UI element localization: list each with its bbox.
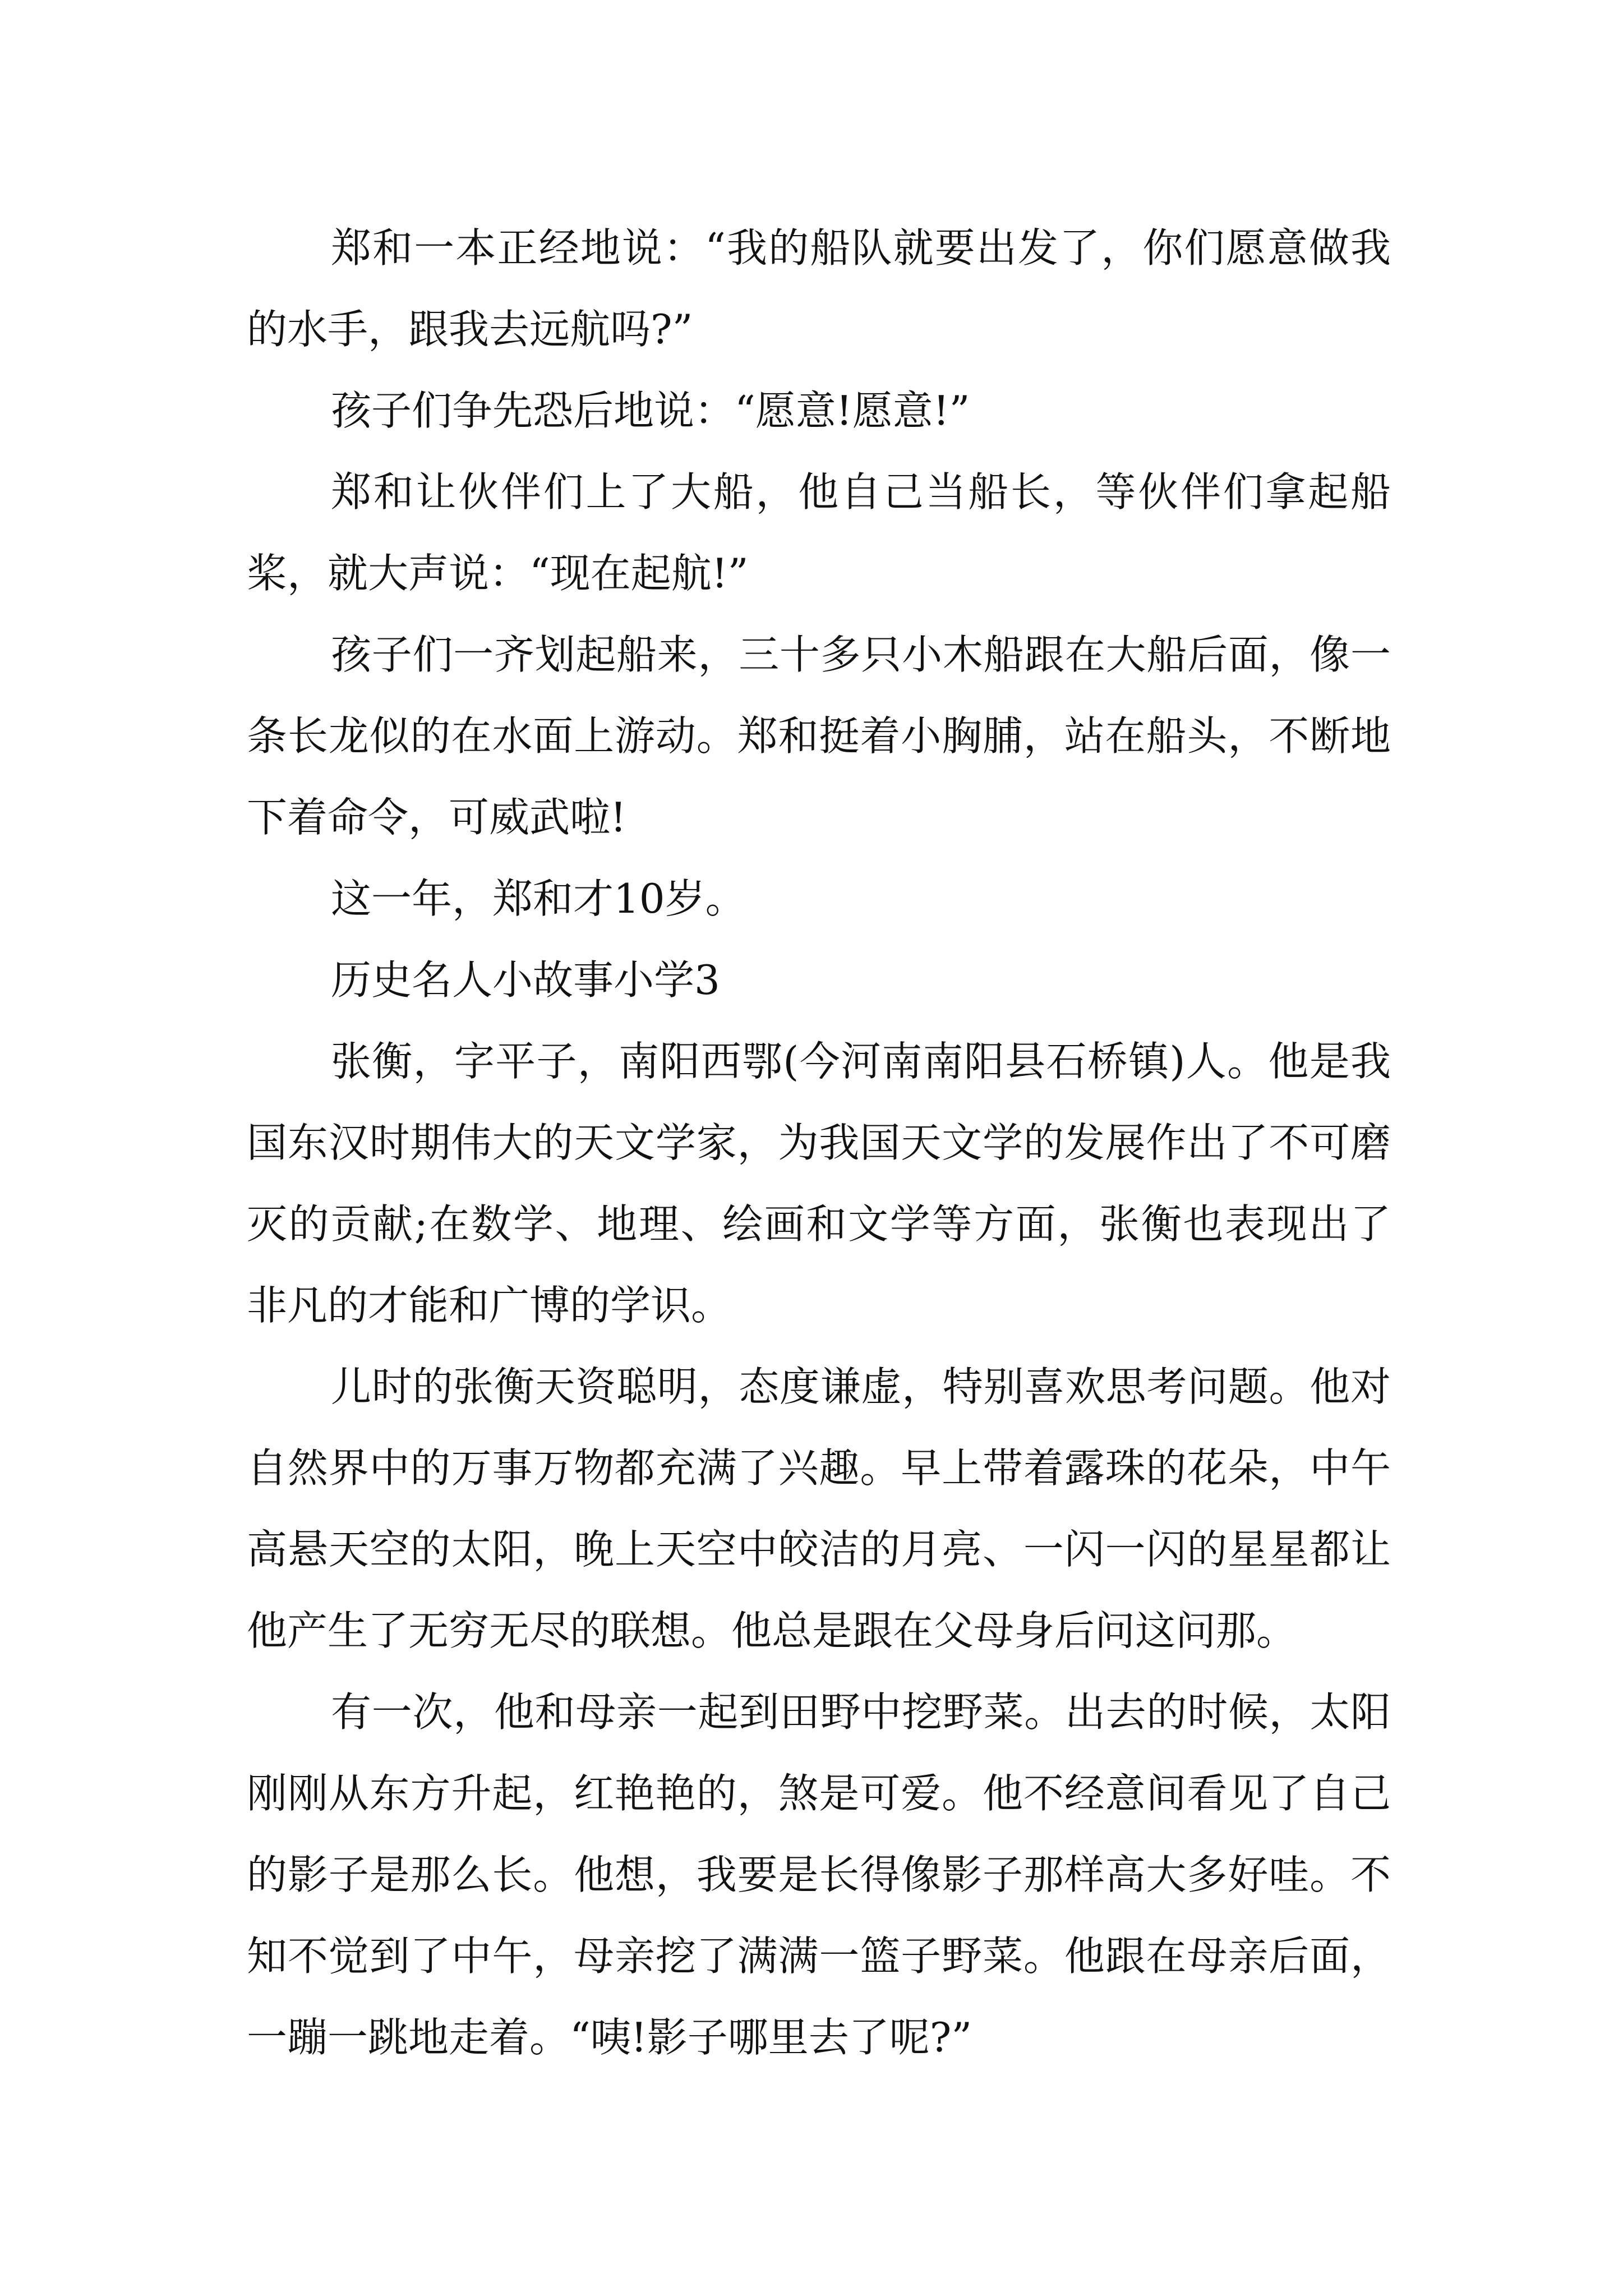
document-body bbox=[247, 208, 1391, 2078]
paragraph: 这一年，郑和才10岁。 bbox=[331, 875, 746, 922]
paragraph: 有一次，他和母亲一起到田野中挖野菜。出去的时候，太阳刚刚从东方升起，红艳艳的，煞是可爱。他不经意间看见了自己的影子是那么长。他想，我要是长得像影子那样高大多好哇。不知不觉到了中午，母亲挖了满满一篮子野菜。他跟在母亲后面，一蹦一跳地走着。“咦!影子哪里去了呢?” bbox=[247, 1688, 1391, 2061]
section-heading: 历史名人小故事小学3 bbox=[331, 956, 720, 1004]
paragraph: 郑和一本正经地说：“我的船队就要出发了，你们愿意做我的水手，跟我去远航吗?” bbox=[247, 224, 1391, 353]
paragraph: 郑和让伙伴们上了大船，他自己当船长，等伙伴们拿起船桨，就大声说：“现在起航!” bbox=[247, 468, 1391, 597]
paragraph: 孩子们争先恐后地说：“愿意!愿意!” bbox=[331, 387, 970, 434]
paragraph: 孩子们一齐划起船来，三十多只小木船跟在大船后面，像一条长龙似的在水面上游动。郑和挺着小胸脯，站在船头，不断地下着命令，可威武啦! bbox=[247, 631, 1391, 841]
paragraph: 张衡，字平子，南阳西鄂(今河南南阳县石桥镇)人。他是我国东汉时期伟大的天文学家，为我国天文学的发展作出了不可磨灭的贡献;在数学、地理、绘画和文学等方面，张衡也表现出了非凡的才能和广博的学识。 bbox=[247, 1038, 1391, 1329]
paragraph: 儿时的张衡天资聪明，态度谦虚，特别喜欢思考问题。他对自然界中的万事万物都充满了兴趣。早上带着露珠的花朵，中午高悬天空的太阳，晚上天空中皎洁的月亮、一闪一闪的星星都让他产生了无穷无尽的联想。他总是跟在父母身后问这问那。 bbox=[247, 1363, 1391, 1654]
